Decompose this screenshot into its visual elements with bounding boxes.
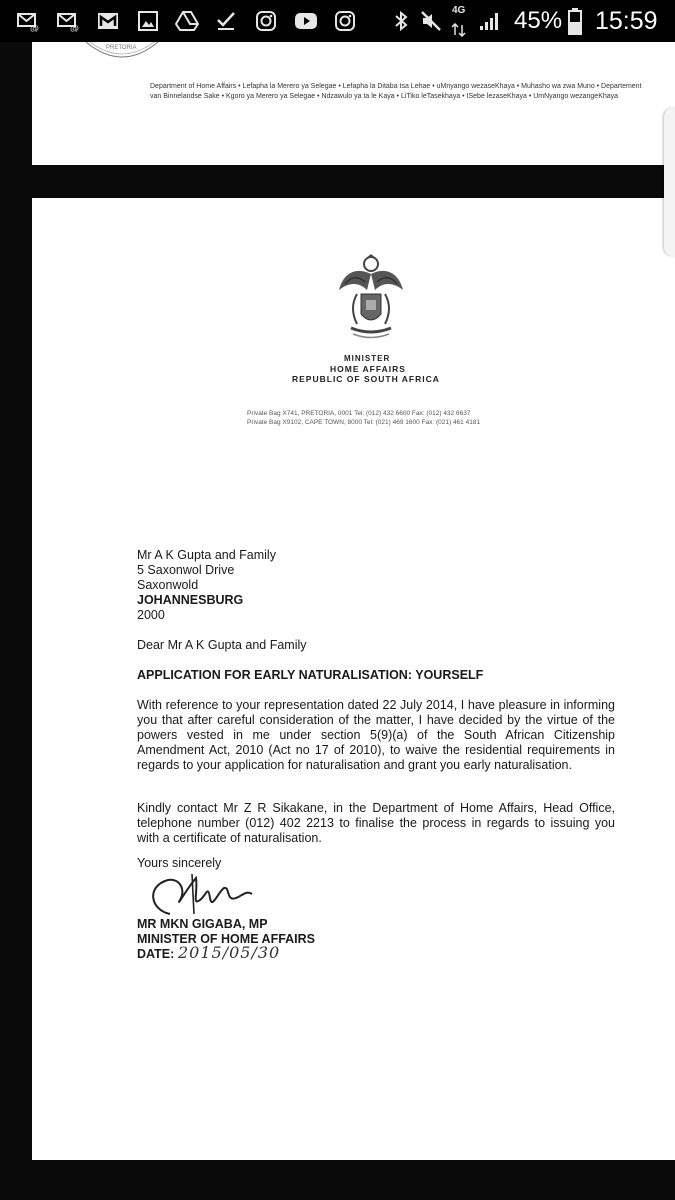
recipient-city: JOHANNESBURG	[137, 593, 244, 607]
signal-icon	[478, 10, 502, 32]
closing: Yours sincerely	[137, 856, 222, 870]
checkmark-icon	[215, 10, 237, 32]
youtube-icon	[294, 10, 316, 32]
bluetooth-icon	[390, 10, 412, 32]
scroll-handle[interactable]	[664, 108, 675, 256]
mail-at-icon	[57, 10, 79, 32]
network-type: 4G	[452, 5, 466, 16]
status-bar	[0, 0, 675, 42]
recipient-name: Mr A K Gupta and Family	[137, 548, 276, 562]
letter-paragraph-2: Kindly contact Mr Z R Sikakane, in the Department of Home Affairs, Head Office, telephone number (012) 402 2213 to finalise the process in regards to issuing you with a certificate of naturalisation.	[137, 801, 615, 845]
signer-name: MR MKN GIGABA, MP	[137, 917, 268, 931]
signer-title: MINISTER OF HOME AFFAIRS	[137, 932, 316, 946]
document-page-1	[32, 42, 675, 165]
gallery-icon	[137, 10, 159, 32]
letterhead-minister: MINISTER	[344, 354, 391, 363]
svg-text:@: @	[30, 24, 39, 32]
department-names-line-1: Department of Home Affairs • Lefapha la Merero ya Selegae • Lefapha la Ditaba tsa Lehae • uMnyango wezaseKhaya • Muhasho wa zwa Muno • Departement	[150, 83, 642, 90]
data-arrows-icon	[451, 20, 467, 34]
handwritten-signature	[140, 870, 270, 924]
letterhead-address-pretoria: Private Bag X741, PRETORIA, 0001 Tel: (012) 432 6600 Fax: (012) 432 6637	[247, 410, 471, 417]
drive-icon	[175, 10, 197, 32]
letterhead-country: REPUBLIC OF SOUTH AFRICA	[292, 374, 440, 384]
document-page-2	[32, 198, 675, 1160]
letter-subject: APPLICATION FOR EARLY NATURALISATION: YOURSELF	[137, 668, 484, 682]
handwritten-date: 2015/05/30	[178, 943, 281, 962]
letterhead-department: HOME AFFAIRS	[330, 364, 406, 374]
recipient-street: 5 Saxonwol Drive	[137, 563, 235, 577]
battery-icon	[568, 7, 582, 35]
salutation: Dear Mr A K Gupta and Family	[137, 638, 307, 652]
mail-at-icon	[17, 10, 39, 32]
instagram-icon	[334, 10, 356, 32]
department-names-line-2: van Binnelandse Sake • Kgoro ya Merero ya Selegae • Ndzawulo ya ta le Kaya • LiTiko leTasekhaya • ISebe lezaseKhaya • UmNyango wezangeKhaya	[150, 93, 619, 100]
recipient-suburb: Saxonwold	[137, 578, 199, 592]
recipient-postcode: 2000	[137, 608, 165, 622]
seal-text: PRETORIA	[106, 45, 137, 51]
gmail-icon	[97, 10, 119, 32]
svg-text:@: @	[70, 24, 79, 32]
letter-paragraph-1: With reference to your representation dated 22 July 2014, I have pleasure in informing you that after careful consideration of the matter, I have decided by the virtue of the powers vested in me under section 5(9)(a) of the South African Citizenship Amendment Act, 2010 (Act no 17 of 2010), to waive the residential requirements in regards to your application for naturalisation and grant you early naturalisation.	[137, 698, 615, 772]
mute-icon	[420, 10, 442, 32]
clock: 15:59	[595, 7, 658, 35]
date-label: DATE:	[137, 947, 175, 961]
instagram-icon	[255, 10, 277, 32]
coat-of-arms-emblem	[335, 254, 407, 342]
letterhead-address-cape-town: Private Bag X9102, CAPE TOWN, 8000 Tel: (021) 469 1600 Fax: (021) 461 4181	[247, 419, 481, 426]
battery-percent: 45%	[514, 7, 563, 34]
